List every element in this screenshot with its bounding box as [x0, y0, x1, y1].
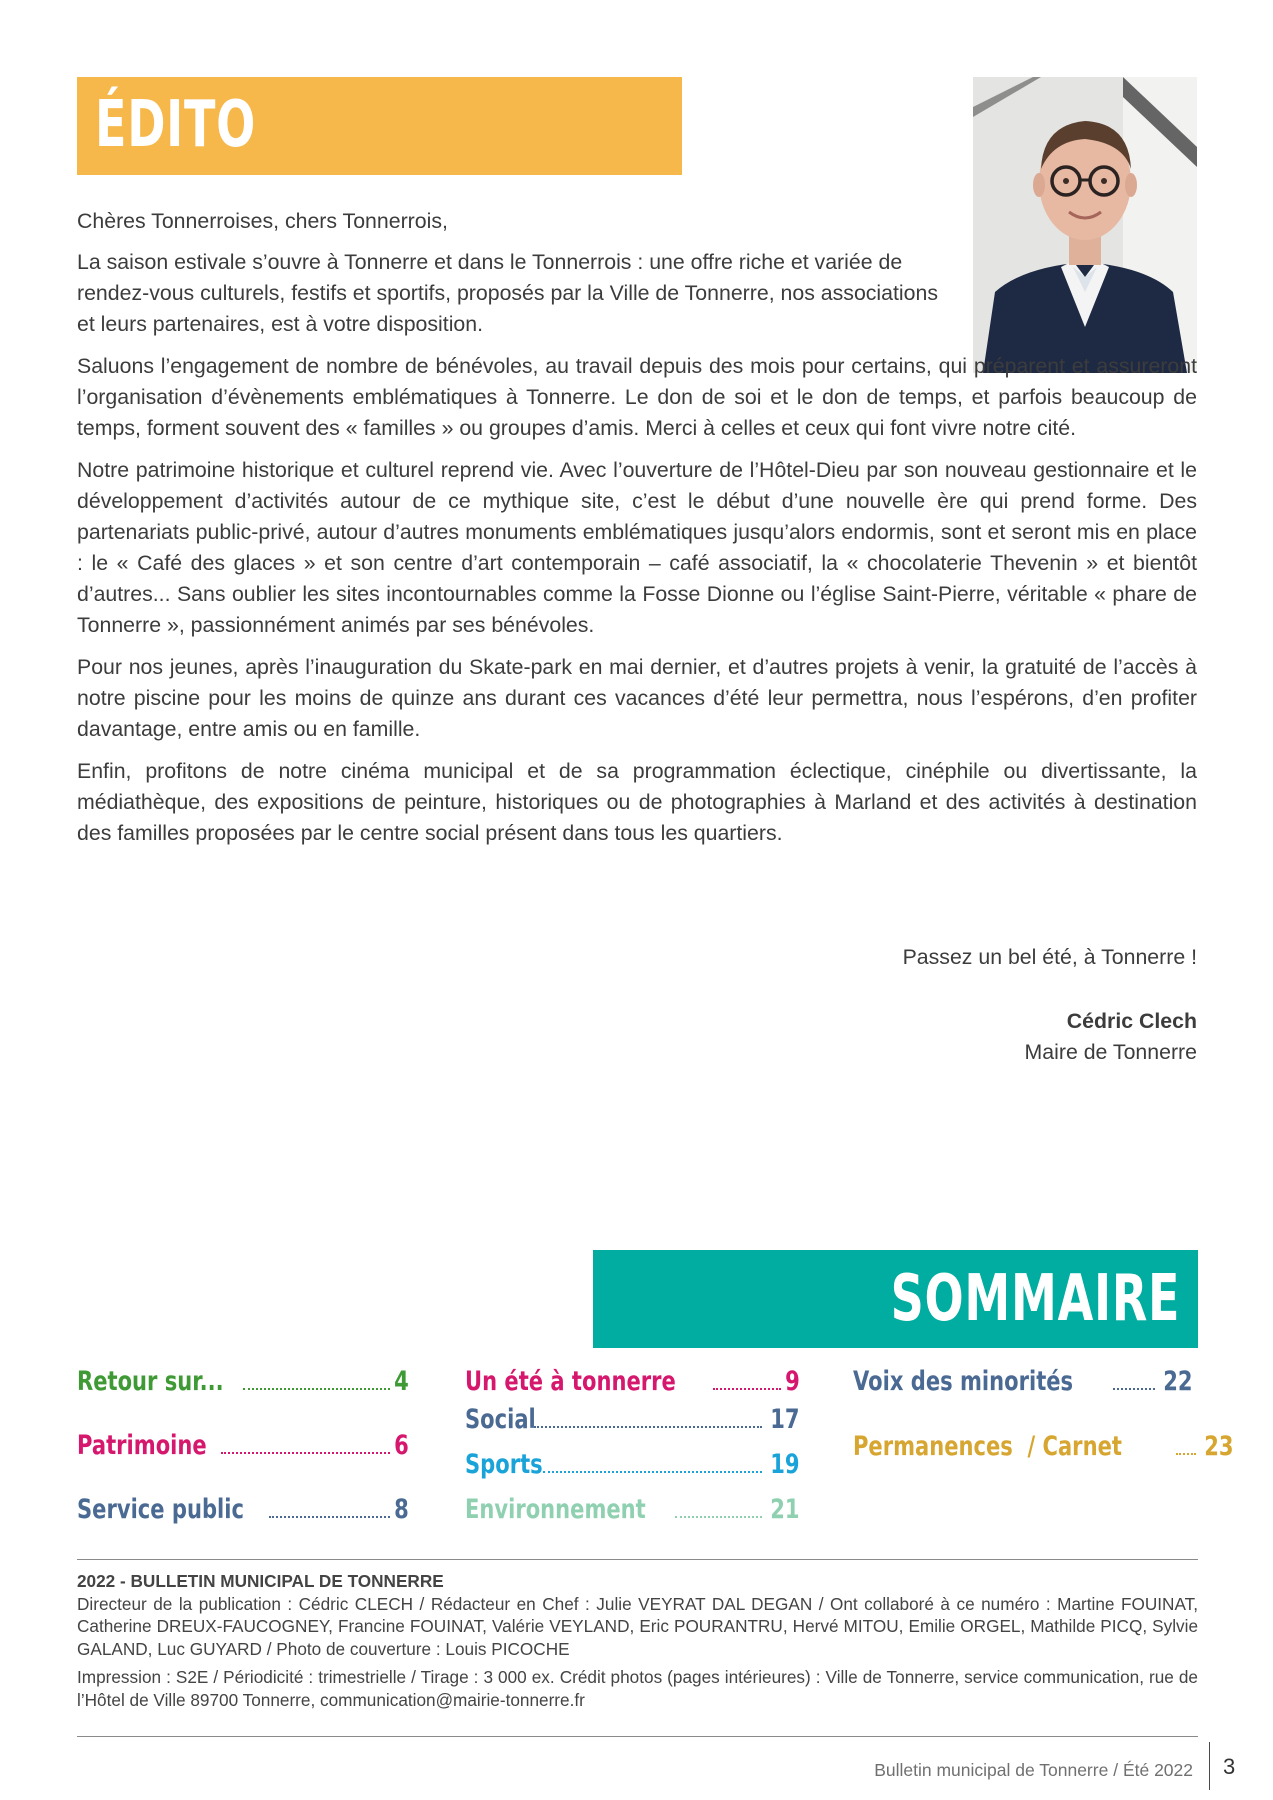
toc-leader-dots	[221, 1452, 390, 1454]
footer-issue: Été 2022	[1122, 1760, 1193, 1780]
edito-title: ÉDITO	[95, 88, 257, 162]
edito-closing: Passez un bel été, à Tonnerre !	[902, 945, 1197, 969]
toc-leader-dots	[243, 1388, 390, 1390]
edito-body	[77, 206, 1197, 860]
publication-credits	[77, 1570, 1198, 1717]
toc-page-number: 9	[785, 1366, 800, 1397]
edito-salutation: Chères Tonnerroises, chers Tonnerrois,	[77, 209, 448, 233]
edito-paragraph: Saluons l’engagement de nombre de bénévoles, au travail depuis des mois pour certains, qui préparent et assureront l’organisation d’évènements emblématiques à Tonnerre. Le don de soi et le don de temps, et parfois beaucoup de temps, forment souvent des « familles » ou groupes d’amis. Merci à celles et ceux qui font vivre notre cité.	[77, 354, 1197, 440]
toc-label: Permanences / Carnet	[853, 1431, 1122, 1462]
toc-entry-sports[interactable]	[465, 1449, 800, 1481]
edito-paragraph: Notre patrimoine historique et culturel reprend vie. Avec l’ouverture de l’Hôtel-Dieu par son nouveau gestionnaire et le développement d’activités autour de ce mythique site, c’est le début d’une nouvelle ère qui prend forme. Des partenariats public-privé, autour d’autres monuments emblématiques jusqu’alors endormis, sont et seront mis en place : le « Café des glaces » et son centre d’art contemporain – café associatif, la « chocolaterie Thevenin » et bientôt d’autres... Sans oublier les sites incontournables comme la Fosse Dionne ou l’église Saint-Pierre, véritable « phare de Tonnerre », passionnément animés par ses bénévoles.	[77, 458, 1197, 637]
credits-title: 2022 - BULLETIN MUNICIPAL DE TONNERRE	[77, 1571, 444, 1591]
edito-paragraph: Pour nos jeunes, après l’inauguration du Skate-park en mai dernier, et d’autres projets à venir, la gratuité de l’accès à notre piscine pour les moins de quinze ans durant ces vacances d’été leur permettra, nous l’espérons, d’en profiter davantage, entre amis ou en famille.	[77, 655, 1197, 741]
toc-label: Service public	[77, 1494, 244, 1525]
footer-publication: Bulletin municipal de Tonnerre	[874, 1760, 1109, 1780]
toc-label: Social	[465, 1404, 536, 1435]
toc-entry-social[interactable]	[465, 1404, 800, 1436]
toc-leader-dots	[269, 1516, 390, 1518]
edito-paragraph: Enfin, profitons de notre cinéma municipal et de sa programmation éclectique, cinéphile ou divertissante, la médiathèque, des expositions de peinture, historiques ou de photographies à Marland et des activités à destination des familles proposées par le centre social présent dans tous les quartiers.	[77, 759, 1197, 845]
toc-label: Sports	[465, 1449, 543, 1480]
toc-leader-dots	[675, 1516, 763, 1518]
toc-leader-dots	[1113, 1388, 1155, 1390]
credits-bottom-divider	[77, 1736, 1198, 1737]
edito-banner	[77, 77, 682, 175]
signature-name: Cédric Clech	[1066, 1009, 1197, 1033]
toc-label: Voix des minorités	[853, 1366, 1074, 1397]
toc-entry-permanences-carnet[interactable]	[853, 1431, 1234, 1463]
page-number: 3	[1223, 1754, 1236, 1779]
toc-page-number: 22	[1163, 1366, 1193, 1397]
toc-leader-dots	[1176, 1453, 1196, 1455]
footer-separator: /	[1113, 1760, 1119, 1780]
credits-top-divider	[77, 1559, 1198, 1560]
toc-label: Environnement	[465, 1494, 646, 1525]
toc-label: Un été à tonnerre	[465, 1366, 676, 1397]
toc-label: Retour sur...	[77, 1366, 224, 1397]
toc-leader-dots	[543, 1471, 763, 1473]
edito-signature	[1025, 1006, 1197, 1068]
signature-role: Maire de Tonnerre	[1024, 1040, 1197, 1064]
toc-page-number: 21	[770, 1494, 800, 1525]
toc-entry-voix-des-minorites[interactable]	[853, 1366, 1193, 1398]
sommaire-banner	[593, 1250, 1198, 1348]
toc-page-number: 4	[394, 1366, 409, 1397]
sommaire-title: SOMMAIRE	[890, 1262, 1180, 1336]
toc-page-number: 19	[770, 1449, 800, 1480]
toc-page-number: 8	[394, 1494, 409, 1525]
toc-entry-un-ete-a-tonnerre[interactable]	[465, 1366, 800, 1398]
credits-contributors: Directeur de la publication : Cédric CLECH / Rédacteur en Chef : Julie VEYRAT DAL DEGAN / Ont collaboré à ce numéro : Martine FOUINAT, Catherine DREUX-FAUCOGNEY, Francine FOUINAT, Valérie VEYLAND, Eric POURANTRU, Hervé MITOU, Emilie ORGEL, Mathilde PICQ, Sylvie GALAND, Luc GUYARD / Photo de couverture : Louis PICOCHE	[77, 1593, 1198, 1659]
toc-entry-patrimoine[interactable]	[77, 1430, 409, 1462]
credits-printing: Impression : S2E / Périodicité : trimestrielle / Tirage : 3 000 ex. Crédit photos (pages intérieures) : Ville de Tonnerre, service communication, rue de l’Hôtel de Ville 89700 Tonnerre, communication@mairie-tonnerre.fr	[77, 1667, 1198, 1710]
page-number-separator	[1209, 1742, 1210, 1790]
toc-entry-environnement[interactable]	[465, 1494, 800, 1526]
toc-page-number: 23	[1204, 1431, 1234, 1462]
toc-entry-service-public[interactable]	[77, 1494, 409, 1526]
toc-leader-dots	[713, 1388, 781, 1390]
toc-entry-retour-sur[interactable]	[77, 1366, 409, 1398]
toc-page-number: 6	[394, 1430, 409, 1461]
toc-label: Patrimoine	[77, 1430, 207, 1461]
toc-page-number: 17	[770, 1404, 800, 1435]
edito-paragraph: La saison estivale s’ouvre à Tonnerre et dans le Tonnerrois : une offre riche et variée de rendez-vous culturels, festifs et sportifs, proposés par la Ville de Tonnerre, nos associations et leurs partenaires, est à votre disposition.	[77, 250, 938, 336]
page-footer	[874, 1758, 1193, 1782]
toc-leader-dots	[534, 1426, 763, 1428]
